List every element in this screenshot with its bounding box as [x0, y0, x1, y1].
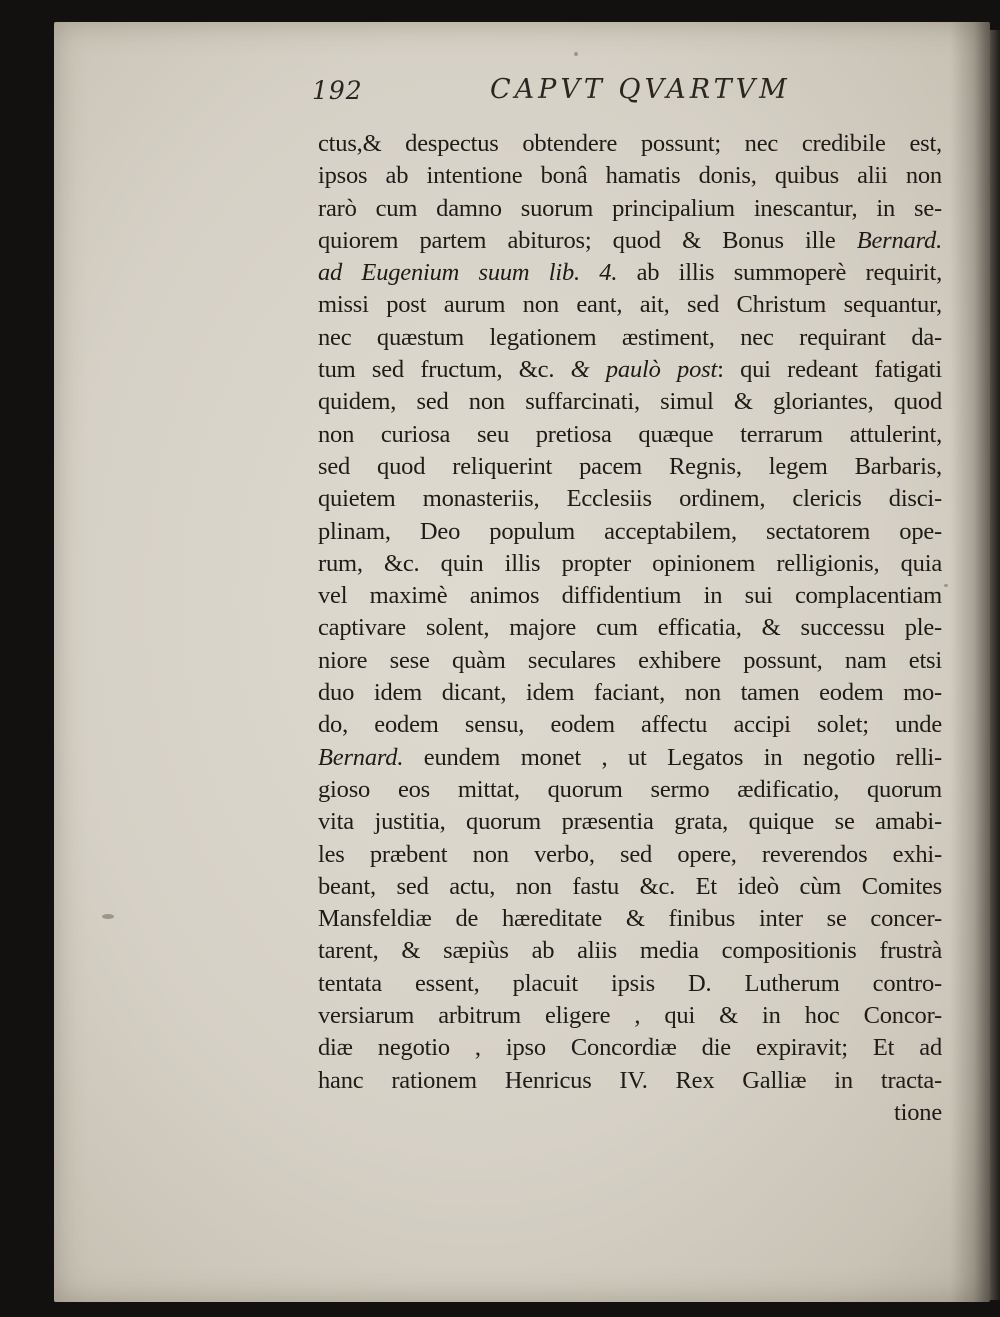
text-segment: : qui redeant fatigati	[717, 356, 943, 384]
text-line	[318, 774, 942, 806]
text-segment: hanc rationem Henricus IV. Rex Galliæ in tracta-	[318, 1066, 942, 1094]
chapter-title: CAPVT QVARTVM	[490, 74, 791, 105]
text-line	[318, 289, 942, 321]
text-segment: non curiosa seu pretiosa quæque terrarum attulerint,	[318, 420, 942, 448]
text-segment: captivare solent, majore cum efficatia, & successu ple-	[318, 614, 942, 642]
text-line	[318, 806, 942, 838]
text-line	[318, 871, 942, 903]
text-line	[318, 516, 942, 548]
text-segment: quietem monasteriis, Ecclesiis ordinem, clericis disci-	[318, 485, 942, 513]
text-line	[318, 1000, 942, 1032]
text-segment: vel maximè animos diffidentium in sui complacentiam	[318, 582, 942, 610]
text-segment: niore sese quàm seculares exhibere possunt, nam etsi	[318, 646, 942, 674]
text-segment: beant, sed actu, non fastu &c. Et ideò cùm Comites	[318, 872, 942, 900]
catchword: tione	[894, 1098, 942, 1126]
text-segment: ctus,& despectus obtendere possunt; nec credibile est,	[318, 130, 942, 157]
running-head	[312, 74, 792, 114]
text-line	[318, 193, 942, 225]
text-line	[318, 257, 942, 289]
paper-speck	[944, 584, 948, 587]
text-line	[318, 1032, 942, 1064]
text-line	[318, 903, 942, 935]
text-segment: rum, &c. quin illis propter opinionem relligionis, quia	[318, 549, 942, 577]
text-line	[318, 419, 942, 451]
text-segment: les præbent non verbo, sed opere, reverendos exhi-	[318, 840, 942, 868]
text-segment: nec quæstum legationem æstiment, nec requirant da-	[318, 323, 942, 351]
text-line	[318, 677, 942, 709]
text-line	[318, 1065, 942, 1097]
text-segment: tentata essent, placuit ipsis D. Lutherum contro-	[318, 969, 942, 997]
text-line	[318, 839, 942, 871]
text-segment: tum sed fructum, &c.	[318, 356, 571, 384]
text-segment: vita justitia, quorum præsentia grata, quique se amabi-	[318, 808, 942, 836]
text-line	[318, 354, 942, 386]
text-line	[318, 645, 942, 677]
text-segment: diæ negotio , ipso Concordiæ die expiravit; Et ad	[318, 1034, 942, 1062]
page-number: 192	[312, 76, 363, 105]
text-segment: missi post aurum non eant, ait, sed Christum sequantur,	[318, 291, 942, 319]
italic-citation: ad Eugenium suum lib. 4.	[318, 259, 618, 287]
text-segment: sed quod reliquerint pacem Regnis, legem Barbaris,	[318, 452, 942, 480]
italic-citation: & paulò post	[570, 356, 718, 384]
page-gutter-shadow	[950, 22, 990, 1302]
text-line	[318, 935, 942, 967]
text-line	[318, 160, 942, 192]
text-line	[318, 968, 942, 1000]
text-line	[318, 612, 942, 644]
text-line	[318, 451, 942, 483]
text-segment: versiarum arbitrum eligere , qui & in hoc Concor-	[318, 1002, 942, 1030]
paper-speck	[574, 52, 578, 56]
text-line	[318, 128, 942, 160]
text-segment: ab illis summoperè requirit,	[617, 259, 942, 287]
text-line	[318, 386, 942, 418]
italic-citation: Bernard.	[318, 743, 404, 771]
text-segment: duo idem dicant, idem faciant, non tamen eodem mo-	[318, 679, 942, 707]
text-segment: Mansfeldiæ de hæreditate & finibus inter se concer-	[318, 905, 942, 933]
text-line	[318, 709, 942, 741]
text-segment: quidem, sed non suffarcinati, simul & gloriantes, quod	[318, 388, 942, 416]
text-line	[318, 225, 942, 257]
body-text	[318, 128, 942, 1129]
text-line	[318, 742, 942, 774]
text-segment: rarò cum damno suorum principalium inescantur, in se-	[318, 194, 942, 222]
text-segment: quiorem partem abituros; quod & Bonus ille	[318, 226, 857, 254]
text-segment: tarent, & sæpiùs ab aliis media compositionis frustrà	[318, 937, 942, 965]
text-segment: gioso eos mittat, quorum sermo ædificatio, quorum	[318, 775, 942, 803]
text-segment: do, eodem sensu, eodem affectu accipi solet; unde	[318, 711, 942, 739]
text-segment: plinam, Deo populum acceptabilem, sectatorem ope-	[318, 517, 942, 545]
text-line	[318, 322, 942, 354]
text-line	[318, 483, 942, 515]
italic-citation: Bernard.	[856, 226, 942, 254]
text-segment: ipsos ab intentione bonâ hamatis donis, quibus alii non	[318, 162, 942, 190]
text-line	[318, 548, 942, 580]
text-segment: eundem monet , ut Legatos in negotio relli-	[403, 743, 942, 771]
paper-speck	[102, 914, 114, 919]
text-line	[318, 580, 942, 612]
